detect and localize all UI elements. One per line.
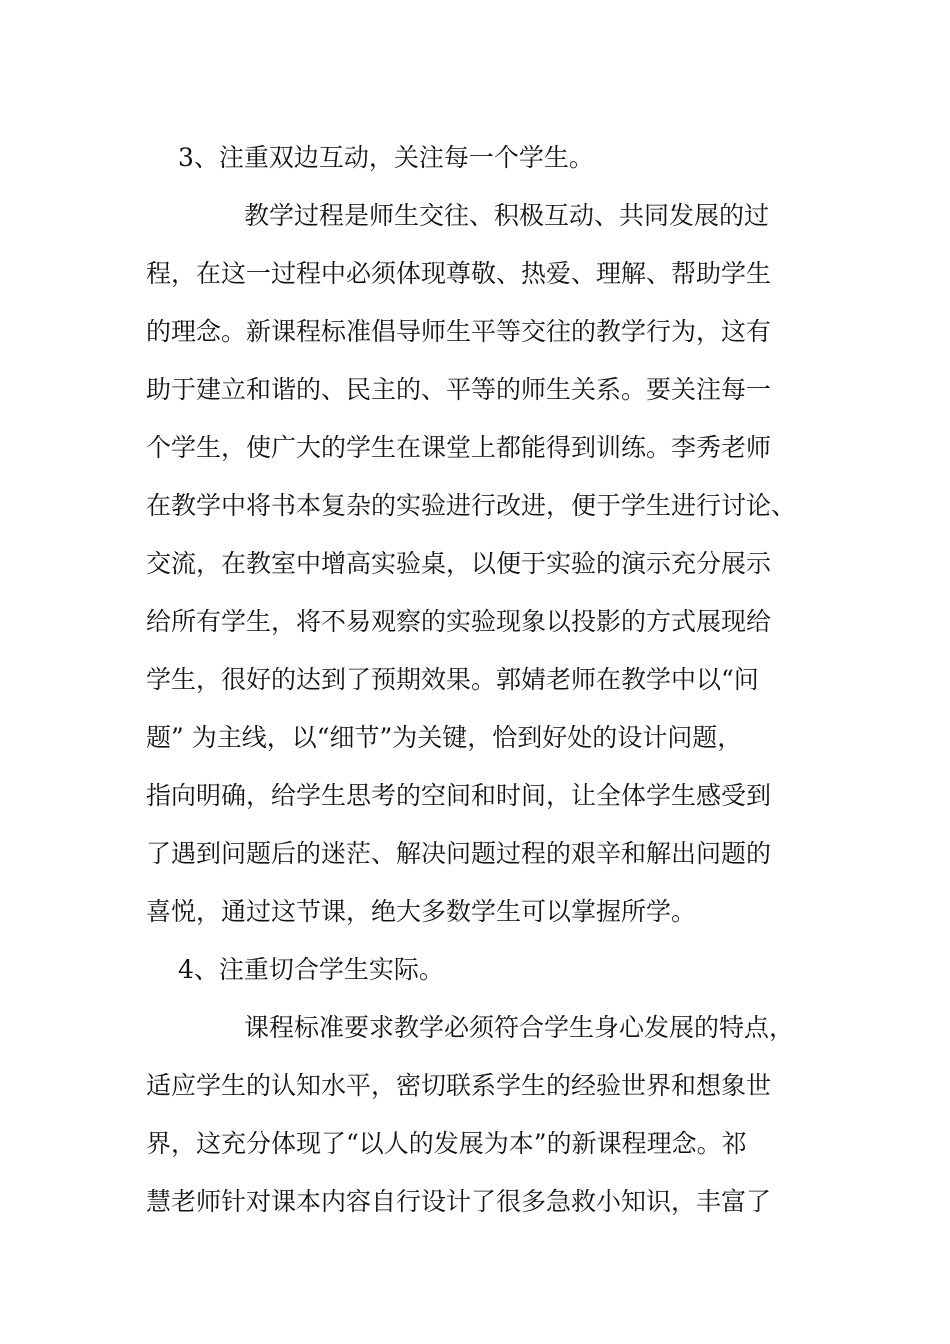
paragraph-line: 了遇到问题后的迷茫、解决问题过程的艰辛和解出问题的 xyxy=(146,839,772,868)
paragraph-line: 个学生，使广大的学生在课堂上都能得到训练。李秀老师 xyxy=(146,433,772,462)
paragraph-line: 程，在这一过程中必须体现尊敬、热爱、理解、帮助学生 xyxy=(146,259,772,288)
paragraph-line: 喜悦，通过这节课，绝大多数学生可以掌握所学。 xyxy=(146,897,697,926)
paragraph-line: 交流，在教室中增高实验桌，以便于实验的演示充分展示 xyxy=(146,549,772,578)
section-heading-4: 4、注重切合学生实际。 xyxy=(178,955,444,984)
paragraph-line: 给所有学生，将不易观察的实验现象以投影的方式展现给 xyxy=(146,607,772,636)
paragraph-line: 助于建立和谐的、民主的、平等的师生关系。要关注每一 xyxy=(146,375,772,404)
section-heading-3: 3、注重双边互动，关注每一个学生。 xyxy=(178,143,594,172)
paragraph-line: 学生，很好的达到了预期效果。郭婧老师在教学中以“问 xyxy=(146,665,759,694)
paragraph-line: 指向明确，给学生思考的空间和时间，让全体学生感受到 xyxy=(146,781,772,810)
paragraph-line: 慧老师针对课本内容自行设计了很多急救小知识，丰富了 xyxy=(146,1187,772,1216)
paragraph-line: 在教学中将书本复杂的实验进行改进，便于学生进行讨论、 xyxy=(146,491,797,520)
paragraph-line: 课程标准要求教学必须符合学生身心发展的特点， xyxy=(244,1013,795,1042)
paragraph-line: 适应学生的认知水平，密切联系学生的经验世界和想象世 xyxy=(146,1071,772,1100)
paragraph-line: 界，这充分体现了“以人的发展为本”的新课程理念。祁 xyxy=(146,1129,747,1158)
paragraph-line: 教学过程是师生交往、积极互动、共同发展的过 xyxy=(244,201,770,230)
paragraph-line: 题” 为主线，以“细节”为关键，恰到好处的设计问题， xyxy=(146,723,743,752)
paragraph-line: 的理念。新课程标准倡导师生平等交往的教学行为，这有 xyxy=(146,317,772,346)
